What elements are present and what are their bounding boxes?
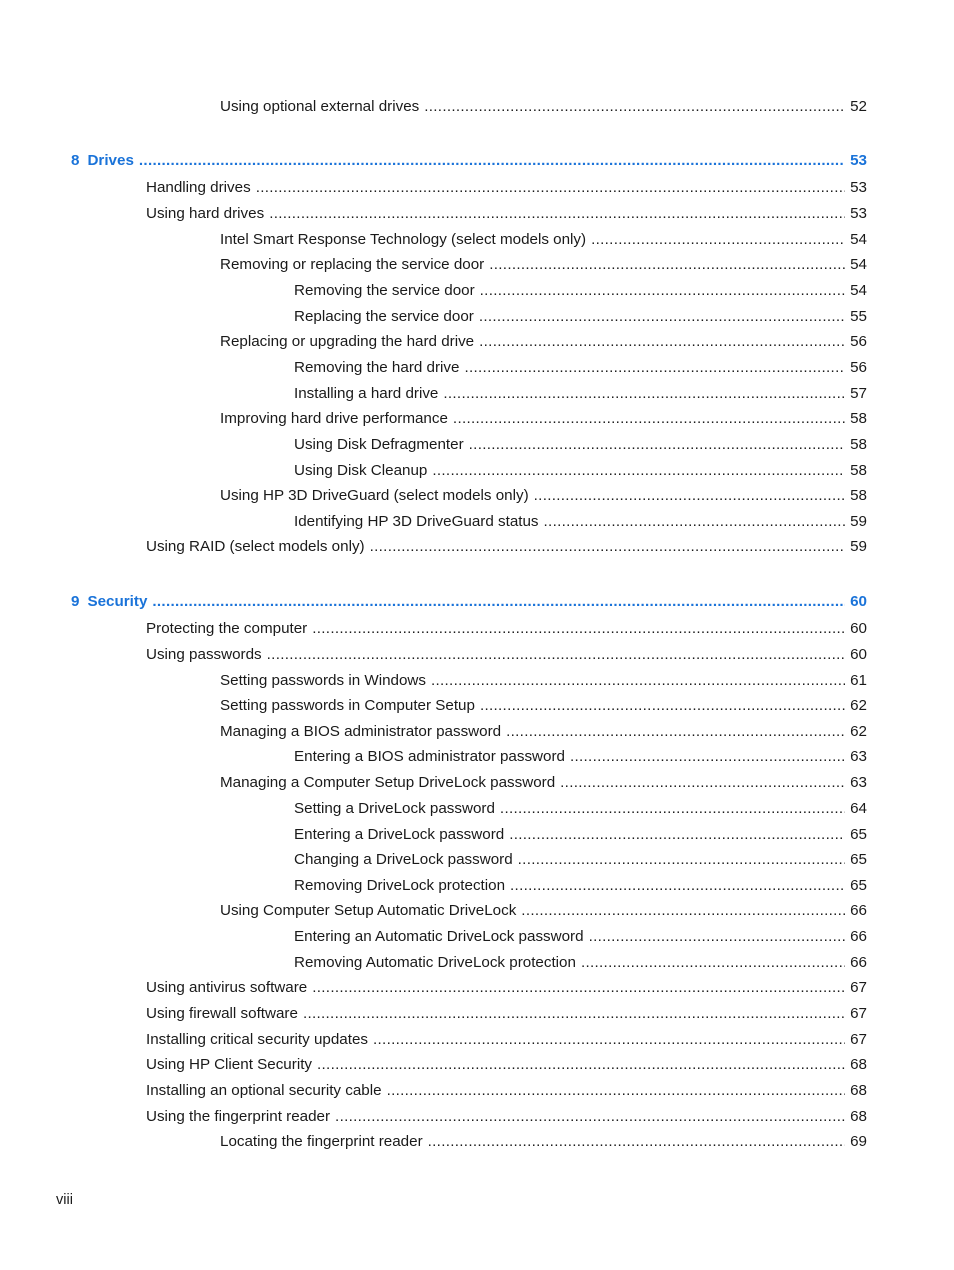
toc-dot-leader [152, 593, 845, 611]
toc-entry[interactable] [220, 252, 867, 274]
toc-entry[interactable] [146, 1052, 867, 1074]
toc-dot-leader [560, 774, 845, 792]
toc-page-number: 59 [850, 538, 867, 555]
toc-page-number: 63 [850, 748, 867, 765]
toc-page-number: 65 [850, 826, 867, 843]
toc-dot-leader [480, 697, 845, 715]
toc-dot-leader [464, 359, 845, 377]
toc-chapter-title [71, 593, 152, 611]
toc-entry-title: Removing the service door [294, 282, 475, 299]
toc-dot-leader [479, 308, 845, 326]
toc-entry[interactable] [294, 873, 867, 895]
toc-dot-leader [500, 800, 845, 818]
toc-dot-leader [443, 385, 845, 403]
toc-entry-title: Using firewall software [146, 1005, 298, 1022]
toc-entry-title: Removing the hard drive [294, 359, 460, 376]
toc-entry-title: Using passwords [146, 646, 262, 663]
toc-dot-leader [428, 1133, 845, 1151]
toc-page-number: 66 [850, 954, 867, 971]
toc-dot-leader [518, 851, 845, 869]
toc-dot-leader [544, 513, 846, 531]
toc-page-number: 67 [850, 1031, 867, 1048]
toc-entry-title: Handling drives [146, 179, 251, 196]
toc-entry-title: Improving hard drive performance [220, 410, 448, 427]
toc-entry-title: Removing Automatic DriveLock protection [294, 954, 576, 971]
toc-dot-leader [424, 98, 845, 116]
toc-entry[interactable] [146, 1027, 867, 1049]
toc-page-number: 64 [850, 800, 867, 817]
toc-page-number: 54 [850, 256, 867, 273]
toc-chapter-name: Security [87, 593, 148, 610]
toc-page-number: 67 [850, 1005, 867, 1022]
toc-dot-leader [570, 748, 845, 766]
toc-entry-title: Changing a DriveLock password [294, 851, 513, 868]
toc-dot-leader [589, 928, 846, 946]
toc-dot-leader [534, 487, 845, 505]
toc-page-number: 54 [850, 282, 867, 299]
toc-page-number: 59 [850, 513, 867, 530]
toc-entry-title: Intel Smart Response Technology (select models only) [220, 231, 587, 248]
toc-entry[interactable] [146, 534, 867, 556]
toc-page-number: 52 [850, 98, 867, 115]
toc-page-number: 60 [850, 620, 867, 637]
toc-page-number: 62 [850, 723, 867, 740]
toc-entry[interactable] [294, 355, 867, 377]
toc-entry[interactable] [294, 924, 867, 946]
toc-entry[interactable] [294, 744, 867, 766]
toc-entry-title: Installing an optional security cable [146, 1082, 382, 1099]
toc-entry[interactable] [146, 642, 867, 664]
toc-entry[interactable] [220, 770, 867, 792]
toc-chapter-entry[interactable] [71, 148, 867, 170]
toc-entry[interactable] [294, 847, 867, 869]
toc-dot-leader [267, 646, 845, 664]
toc-entry-title: Protecting the computer [146, 620, 308, 637]
toc-entry-title: Using HP Client Security [146, 1056, 313, 1073]
toc-entry[interactable] [220, 719, 867, 741]
toc-entry-title: Removing DriveLock protection [294, 877, 506, 894]
toc-dot-leader [370, 538, 845, 556]
toc-page-number: 68 [850, 1056, 867, 1073]
toc-entry-title: Setting a DriveLock password [294, 800, 495, 817]
toc-page-number: 56 [850, 359, 867, 376]
toc-entry-title: Locating the fingerprint reader [220, 1133, 423, 1150]
toc-entry[interactable] [220, 483, 867, 505]
toc-dot-leader [269, 205, 845, 223]
toc-page-number: 67 [850, 979, 867, 996]
toc-entry[interactable] [220, 898, 867, 920]
toc-entry-title: Using antivirus software [146, 979, 308, 996]
toc-page-number: 55 [850, 308, 867, 325]
toc-page-number: 61 [850, 672, 867, 689]
toc-page-number: 58 [850, 487, 867, 504]
toc-chapter-title [71, 152, 139, 170]
toc-dot-leader [480, 282, 845, 300]
toc-entry-title: Installing critical security updates [146, 1031, 369, 1048]
toc-entry[interactable] [220, 227, 867, 249]
toc-entry[interactable] [220, 329, 867, 351]
toc-dot-leader [317, 1056, 845, 1074]
toc-entry[interactable] [220, 406, 867, 428]
toc-entry[interactable] [294, 822, 867, 844]
toc-dot-leader [256, 179, 845, 197]
toc-entry-title: Using RAID (select models only) [146, 538, 365, 555]
toc-entry-title: Setting passwords in Computer Setup [220, 697, 475, 714]
page-number: viii [56, 1192, 73, 1208]
toc-dot-leader [312, 620, 845, 638]
toc-entry[interactable] [294, 304, 867, 326]
toc-dot-leader [312, 979, 845, 997]
toc-entry-title: Using Computer Setup Automatic DriveLock [220, 902, 517, 919]
toc-chapter-number: 8 [71, 152, 80, 169]
toc-entry[interactable] [294, 432, 867, 454]
toc-dot-leader [303, 1005, 845, 1023]
toc-entry-title: Managing a BIOS administrator password [220, 723, 502, 740]
toc-entry[interactable] [220, 1129, 867, 1151]
toc-page-number: 66 [850, 902, 867, 919]
toc-dot-leader [335, 1108, 845, 1126]
toc-dot-leader [453, 410, 845, 428]
toc-entry-title: Entering an Automatic DriveLock password [294, 928, 584, 945]
toc-entry[interactable] [146, 201, 867, 223]
toc-dot-leader [591, 231, 845, 249]
toc-entry[interactable] [220, 668, 867, 690]
toc-page-number: 53 [850, 152, 867, 169]
toc-page-number: 58 [850, 462, 867, 479]
toc-page-number: 53 [850, 205, 867, 222]
toc-page-number: 54 [850, 231, 867, 248]
toc-entry-title: Setting passwords in Windows [220, 672, 426, 689]
toc-entry-title: Installing a hard drive [294, 385, 439, 402]
toc-entry-title: Managing a Computer Setup DriveLock password [220, 774, 556, 791]
toc-entry-title: Replacing the service door [294, 308, 474, 325]
toc-dot-leader [373, 1031, 845, 1049]
toc-entry-title: Replacing or upgrading the hard drive [220, 333, 475, 350]
toc-page-number: 57 [850, 385, 867, 402]
toc-entry-title: Using Disk Cleanup [294, 462, 428, 479]
toc-dot-leader [469, 436, 845, 454]
toc-chapter-number: 9 [71, 593, 80, 610]
toc-entry-title: Using the fingerprint reader [146, 1108, 331, 1125]
toc-dot-leader [479, 333, 845, 351]
toc-dot-leader [139, 152, 845, 170]
toc-page-number: 53 [850, 179, 867, 196]
toc-page-number: 60 [850, 646, 867, 663]
toc-entry-title: Entering a BIOS administrator password [294, 748, 565, 765]
toc-dot-leader [510, 877, 845, 895]
toc-entry[interactable] [220, 94, 867, 116]
toc-entry[interactable] [294, 950, 867, 972]
toc-entry[interactable] [146, 1104, 867, 1126]
toc-entry[interactable] [220, 693, 867, 715]
toc-chapter-name: Drives [87, 152, 134, 169]
toc-page-number: 65 [850, 877, 867, 894]
toc-entry[interactable] [146, 175, 867, 197]
toc-page-number: 69 [850, 1133, 867, 1150]
toc-entry[interactable] [294, 509, 867, 531]
toc-chapter-entry[interactable] [71, 589, 867, 611]
toc-entry[interactable] [146, 975, 867, 997]
toc-page-number: 68 [850, 1108, 867, 1125]
toc-page-number: 60 [850, 593, 867, 610]
toc-entry[interactable] [146, 616, 867, 638]
toc-entry-title: Entering a DriveLock password [294, 826, 505, 843]
toc-page-number: 65 [850, 851, 867, 868]
toc-dot-leader [581, 954, 845, 972]
toc-page-number: 68 [850, 1082, 867, 1099]
toc-dot-leader [431, 672, 845, 690]
toc-dot-leader [521, 902, 845, 920]
toc-dot-leader [432, 462, 845, 480]
toc-page-number: 66 [850, 928, 867, 945]
toc-entry[interactable] [294, 796, 867, 818]
toc-entry-title: Using Disk Defragmenter [294, 436, 464, 453]
toc-entry[interactable] [294, 381, 867, 403]
toc-entry-title: Using HP 3D DriveGuard (select models only) [220, 487, 529, 504]
toc-page-number: 62 [850, 697, 867, 714]
toc-entry-title: Identifying HP 3D DriveGuard status [294, 513, 539, 530]
toc-page-number: 58 [850, 410, 867, 427]
toc-entry[interactable] [146, 1001, 867, 1023]
toc-page-number: 58 [850, 436, 867, 453]
toc-page-number: 63 [850, 774, 867, 791]
toc-entry-title: Removing or replacing the service door [220, 256, 485, 273]
toc-entry-title: Using optional external drives [220, 98, 420, 115]
toc-dot-leader [387, 1082, 846, 1100]
toc-entry[interactable] [146, 1078, 867, 1100]
toc-entry[interactable] [294, 278, 867, 300]
toc-entry-title: Using hard drives [146, 205, 265, 222]
toc-page-number: 56 [850, 333, 867, 350]
toc-dot-leader [506, 723, 845, 741]
toc-dot-leader [509, 826, 845, 844]
toc-entry[interactable] [294, 458, 867, 480]
toc-dot-leader [489, 256, 845, 274]
